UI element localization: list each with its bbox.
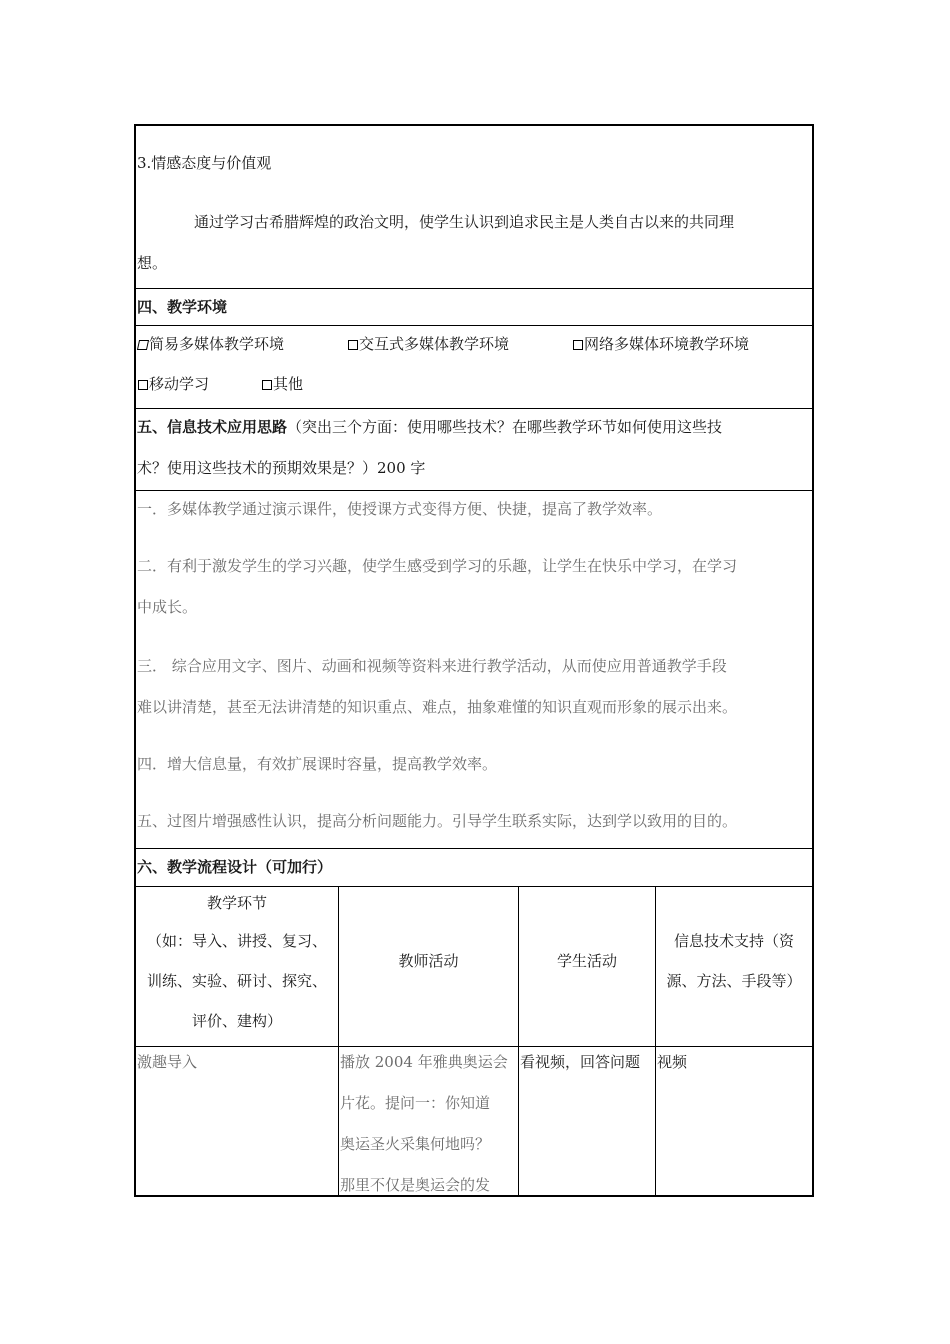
section-5-heading-line-1 xyxy=(137,416,722,437)
list-item-1: 一．多媒体教学通过演示课件，使授课方式变得方便、快捷，提高了教学效率。 xyxy=(137,500,663,518)
row-teacher-line-3: 奥运圣火采集何地吗？ xyxy=(340,1135,491,1153)
checkbox-icon[interactable] xyxy=(262,380,272,390)
env-option-label: 其他 xyxy=(273,375,304,393)
env-option-network-multimedia[interactable] xyxy=(573,333,749,354)
list-item-4: 四．增大信息量，有效扩展课时容量，提高教学效率。 xyxy=(137,755,498,773)
header-stage-line-1: 教学环节 xyxy=(206,894,267,912)
checkbox-icon[interactable] xyxy=(573,340,583,350)
section-4-heading: 四、教学环境 xyxy=(137,298,228,316)
row-teacher-line-1: 播放 2004 年雅典奥运会 xyxy=(340,1053,508,1071)
env-option-other[interactable] xyxy=(262,373,303,394)
section-4-options-row xyxy=(136,326,812,409)
section-5-heading: 五、信息技术应用思路 xyxy=(137,418,288,436)
header-tech-line-2: 源、方法、手段等） xyxy=(666,972,802,990)
row-cell-student xyxy=(519,1047,656,1195)
flow-table-row xyxy=(136,1047,812,1195)
section-3-paragraph-line-1: 通过学习古希腊辉煌的政治文明，使学生认识到追求民主是人类自古以来的共同理 xyxy=(194,213,735,231)
row-teacher-line-4: 那里不仅是奥运会的发 xyxy=(340,1176,491,1194)
header-stage-line-3: 训练、实验、研讨、探究、 xyxy=(146,972,327,990)
list-item-5: 五、过图片增强感性认识，提高分析问题能力。引导学生联系实际，达到学以致用的目的。 xyxy=(137,812,738,830)
section-3-paragraph-line-2: 想。 xyxy=(137,254,168,272)
checkbox-icon[interactable] xyxy=(138,380,148,390)
env-option-label: 网络多媒体环境教学环境 xyxy=(584,335,750,353)
header-cell-stage xyxy=(136,887,339,1046)
header-stage-line-4: 评价、建构） xyxy=(191,1012,282,1030)
row-teacher-line-2: 片花。提问一：你知道 xyxy=(340,1094,491,1112)
list-item-2-line-2: 中成长。 xyxy=(137,598,198,616)
env-option-simple-multimedia[interactable] xyxy=(138,333,284,354)
header-cell-teacher xyxy=(339,887,519,1046)
header-student-label: 学生活动 xyxy=(556,952,617,970)
section-3-heading: 3.情感态度与价值观 xyxy=(137,154,272,172)
env-option-interactive-multimedia[interactable] xyxy=(348,333,509,354)
header-teacher-label: 教师活动 xyxy=(398,952,459,970)
checkbox-icon[interactable] xyxy=(348,340,358,350)
header-cell-student xyxy=(519,887,656,1046)
header-cell-tech xyxy=(656,887,812,1046)
section-6-heading-row xyxy=(136,849,812,887)
row-stage-text: 激趣导入 xyxy=(137,1053,198,1071)
checkbox-checked-icon[interactable] xyxy=(137,340,149,350)
section-3-row xyxy=(136,126,812,289)
section-5-heading-note: （突出三个方面：使用哪些技术？在哪些教学环节如何使用这些技 xyxy=(287,418,723,436)
list-item-3-line-1: 三． 综合应用文字、图片、动画和视频等资料来进行教学活动，从而使应用普通教学手段 xyxy=(137,657,727,675)
section-5-items-row xyxy=(136,491,812,849)
row-cell-tech xyxy=(656,1047,812,1195)
list-item-3-line-2: 难以讲清楚，甚至无法讲清楚的知识重点、难点，抽象难懂的知识直观而形象的展示出来。 xyxy=(137,698,738,716)
row-student-text: 看视频，回答问题 xyxy=(520,1053,641,1071)
lesson-plan-table xyxy=(134,124,814,1197)
env-option-label: 交互式多媒体教学环境 xyxy=(359,335,510,353)
flow-table-header-row xyxy=(136,887,812,1047)
env-option-label: 移动学习 xyxy=(149,375,210,393)
row-tech-text: 视频 xyxy=(657,1053,688,1071)
row-cell-teacher xyxy=(339,1047,519,1195)
header-tech-line-1: 信息技术支持（资 xyxy=(673,932,794,950)
section-5-heading-line-2: 术？使用这些技术的预期效果是？）200 字 xyxy=(137,459,426,477)
section-5-heading-row xyxy=(136,409,812,491)
env-option-label: 简易多媒体教学环境 xyxy=(149,335,285,353)
section-6-heading: 六、教学流程设计（可加行） xyxy=(137,858,333,876)
section-4-heading-row xyxy=(136,289,812,326)
env-option-mobile-learning[interactable] xyxy=(138,373,209,394)
row-cell-stage xyxy=(136,1047,339,1195)
list-item-2-line-1: 二．有利于激发学生的学习兴趣，使学生感受到学习的乐趣，让学生在快乐中学习，在学习 xyxy=(137,557,738,575)
header-stage-line-2: （如：导入、讲授、复习、 xyxy=(146,932,327,950)
